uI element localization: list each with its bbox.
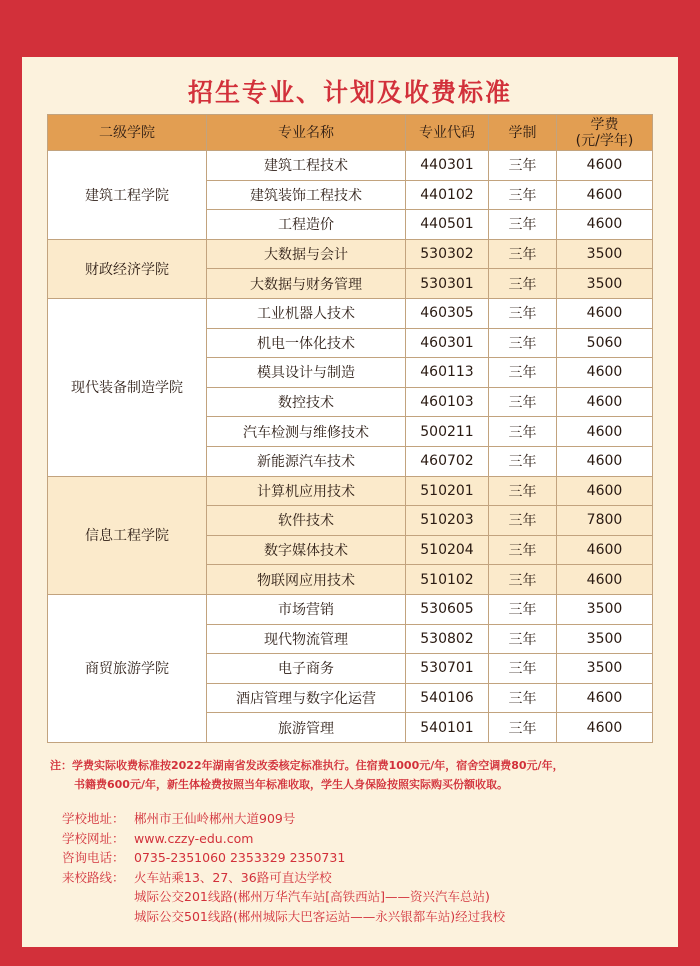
phone-row — [62, 848, 662, 868]
fee-cell: 3500 — [557, 654, 653, 684]
fee-cell: 5060 — [557, 328, 653, 358]
website-label: 学校网址： — [62, 830, 125, 846]
fee-table — [47, 114, 653, 743]
code-cell: 510203 — [406, 506, 489, 536]
fee-cell: 4600 — [557, 151, 653, 181]
header-duration: 学制 — [489, 115, 557, 151]
college-cell: 财政经济学院 — [48, 239, 207, 298]
duration-cell: 三年 — [489, 358, 557, 388]
page-title: 招生专业、计划及收费标准 — [187, 78, 512, 107]
fee-cell: 4600 — [557, 535, 653, 565]
duration-cell: 三年 — [489, 565, 557, 595]
major-cell: 数字媒体技术 — [207, 535, 406, 565]
code-cell: 530302 — [406, 239, 489, 269]
fee-cell: 4600 — [557, 180, 653, 210]
address-value: 郴州市王仙岭郴州大道909号 — [134, 811, 296, 826]
header-code: 专业代码 — [406, 115, 489, 151]
major-cell: 工业机器人技术 — [207, 298, 406, 328]
address-row — [62, 809, 662, 829]
major-cell: 市场营销 — [207, 594, 406, 624]
contact-info — [62, 809, 662, 926]
code-cell: 540101 — [406, 713, 489, 743]
fee-cell: 4600 — [557, 417, 653, 447]
code-cell: 460113 — [406, 358, 489, 388]
code-cell: 530802 — [406, 624, 489, 654]
major-cell: 电子商务 — [207, 654, 406, 684]
phone-label: 咨询电话： — [62, 850, 125, 865]
fee-cell: 4600 — [557, 298, 653, 328]
fee-cell: 3500 — [557, 239, 653, 269]
code-cell: 510201 — [406, 476, 489, 506]
table-row — [48, 151, 653, 181]
code-cell: 440501 — [406, 210, 489, 240]
major-cell: 机电一体化技术 — [207, 328, 406, 358]
website-row — [62, 829, 662, 849]
college-cell: 商贸旅游学院 — [48, 594, 207, 742]
duration-cell: 三年 — [489, 476, 557, 506]
table-body — [48, 151, 653, 743]
code-cell: 500211 — [406, 417, 489, 447]
major-cell: 软件技术 — [207, 506, 406, 536]
duration-cell: 三年 — [489, 594, 557, 624]
major-cell: 计算机应用技术 — [207, 476, 406, 506]
duration-cell: 三年 — [489, 654, 557, 684]
code-cell: 530701 — [406, 654, 489, 684]
fee-cell: 4600 — [557, 683, 653, 713]
major-cell: 工程造价 — [207, 210, 406, 240]
duration-cell: 三年 — [489, 387, 557, 417]
table-row — [48, 298, 653, 328]
header-major: 专业名称 — [207, 115, 406, 151]
code-cell: 530301 — [406, 269, 489, 299]
fee-cell: 3500 — [557, 269, 653, 299]
code-cell: 460702 — [406, 446, 489, 476]
duration-cell: 三年 — [489, 269, 557, 299]
major-cell: 建筑工程技术 — [207, 151, 406, 181]
fee-cell: 4600 — [557, 358, 653, 388]
fee-cell: 4600 — [557, 387, 653, 417]
duration-cell: 三年 — [489, 535, 557, 565]
route-row — [62, 868, 662, 888]
fee-cell: 4600 — [557, 446, 653, 476]
major-cell: 酒店管理与数字化运营 — [207, 683, 406, 713]
duration-cell: 三年 — [489, 328, 557, 358]
code-cell: 440301 — [406, 151, 489, 181]
duration-cell: 三年 — [489, 151, 557, 181]
duration-cell: 三年 — [489, 210, 557, 240]
phone-value: 0735-2351060 2353329 2350731 — [134, 850, 346, 865]
major-cell: 数控技术 — [207, 387, 406, 417]
major-cell: 物联网应用技术 — [207, 565, 406, 595]
fee-cell: 4600 — [557, 476, 653, 506]
header-fee-line2: (元/学年) — [575, 132, 634, 149]
duration-cell: 三年 — [489, 624, 557, 654]
fee-cell: 3500 — [557, 594, 653, 624]
header-fee — [557, 115, 653, 151]
table-header-row — [48, 115, 653, 151]
duration-cell: 三年 — [489, 239, 557, 269]
major-cell: 建筑装饰工程技术 — [207, 180, 406, 210]
fee-note — [50, 756, 660, 794]
code-cell: 460305 — [406, 298, 489, 328]
major-cell: 现代物流管理 — [207, 624, 406, 654]
major-cell: 大数据与会计 — [207, 239, 406, 269]
table-row — [48, 594, 653, 624]
website-value: www.czzy-edu.com — [134, 830, 254, 846]
table-row — [48, 476, 653, 506]
fee-cell: 4600 — [557, 210, 653, 240]
route-label: 来校路线： — [62, 869, 125, 885]
fee-cell: 4600 — [557, 565, 653, 595]
duration-cell: 三年 — [489, 298, 557, 328]
note-line-2: 书籍费600元/年，新生体检费按照当年标准收取，学生人身保险按照实际购买份额收取。 — [74, 778, 508, 791]
header-college: 二级学院 — [48, 115, 207, 151]
code-cell: 540106 — [406, 683, 489, 713]
duration-cell: 三年 — [489, 446, 557, 476]
college-cell: 信息工程学院 — [48, 476, 207, 594]
code-cell: 510102 — [406, 565, 489, 595]
address-label: 学校地址： — [62, 811, 125, 826]
code-cell: 460103 — [406, 387, 489, 417]
duration-cell: 三年 — [489, 180, 557, 210]
major-cell: 新能源汽车技术 — [207, 446, 406, 476]
fee-cell: 3500 — [557, 624, 653, 654]
table-row — [48, 239, 653, 269]
code-cell: 530605 — [406, 594, 489, 624]
major-cell: 旅游管理 — [207, 713, 406, 743]
college-cell: 建筑工程学院 — [48, 151, 207, 240]
major-cell: 汽车检测与维修技术 — [207, 417, 406, 447]
college-cell: 现代装备制造学院 — [48, 298, 207, 476]
duration-cell: 三年 — [489, 417, 557, 447]
fee-cell: 4600 — [557, 713, 653, 743]
route-1: 火车站乘13、27、36路可直达学校 — [134, 869, 332, 885]
code-cell: 440102 — [406, 180, 489, 210]
major-cell: 大数据与财务管理 — [207, 269, 406, 299]
major-cell: 模具设计与制造 — [207, 358, 406, 388]
fee-cell: 7800 — [557, 506, 653, 536]
duration-cell: 三年 — [489, 713, 557, 743]
code-cell: 460301 — [406, 328, 489, 358]
duration-cell: 三年 — [489, 683, 557, 713]
route-3: 城际公交501线路(郴州城际大巴客运站——永兴银都车站)经过我校 — [134, 908, 506, 924]
content-panel — [22, 57, 678, 947]
duration-cell: 三年 — [489, 506, 557, 536]
note-line-1: 注：学费实际收费标准按2022年湖南省发改委核定标准执行。住宿费1000元/年，宿舍空调费80元/年， — [50, 759, 564, 772]
code-cell: 510204 — [406, 535, 489, 565]
route-2: 城际公交201线路(郴州万华汽车站[高铁西站]——资兴汽车总站) — [134, 889, 490, 904]
header-fee-line1: 学费 — [590, 116, 619, 133]
